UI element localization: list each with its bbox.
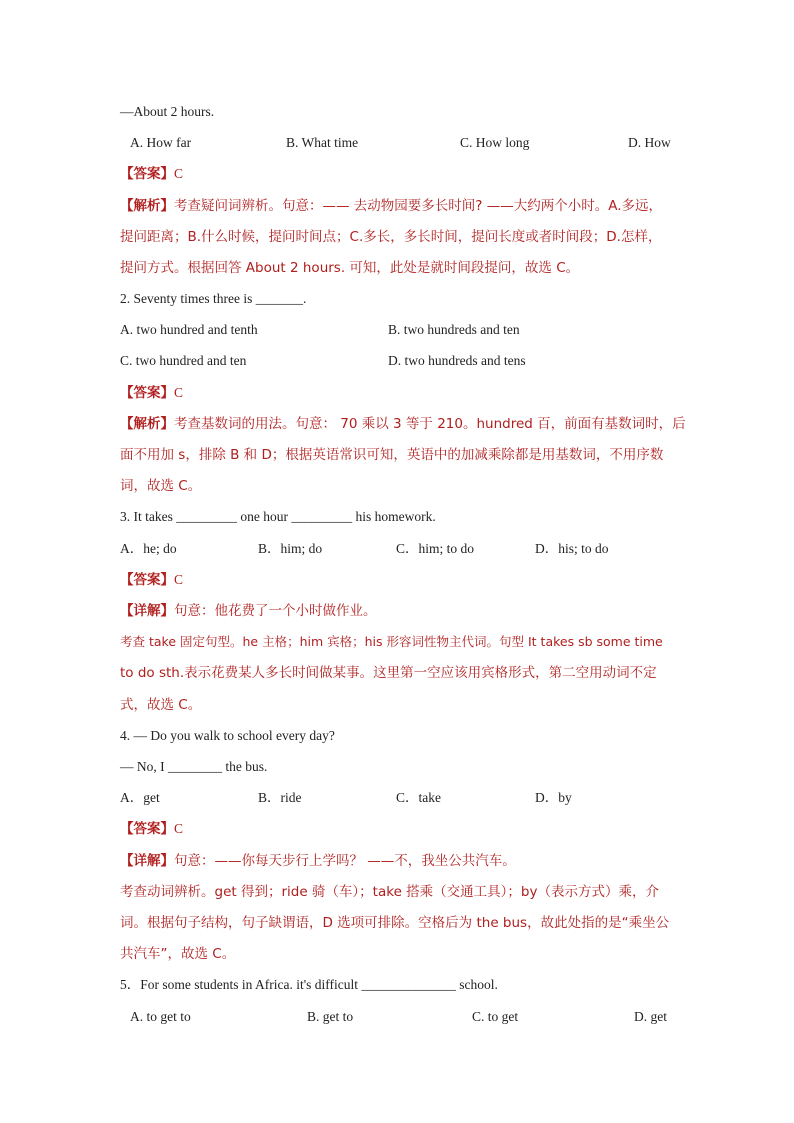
detail-tag: 【详解】 [120, 603, 174, 619]
q1-option-a: A. How far [130, 135, 192, 150]
q4-detail-line-1 [120, 852, 516, 870]
q1-option-c: C. How long [460, 135, 530, 150]
answer-value: C [174, 572, 184, 587]
q2-option-d: D. two hundreds and tens [388, 353, 526, 368]
q1-answer [120, 165, 183, 183]
q3-option-c: C．him; to do [396, 541, 475, 556]
answer-value: C [174, 385, 184, 400]
q3-answer [120, 571, 183, 589]
q2-analysis-line-1 [120, 415, 686, 433]
answer-value: C [174, 821, 184, 836]
answer-tag: 【答案】 [120, 166, 174, 182]
q5-stem: 5．For some students in Africa. it's difficult ______________ school. [120, 977, 498, 992]
detail-text: 句意：——你每天步行上学吗？ ——不，我坐公共汽车。 [174, 853, 516, 869]
q3-option-b: B．him; do [258, 541, 323, 556]
q4-option-b: B．ride [258, 790, 302, 805]
analysis-text: 考查基数词的用法。句意： 70 乘以 3 等于 210。hundred 百，前面有基数词时，后 [174, 416, 686, 432]
q2-analysis-line-3: 词，故选 C。 [120, 478, 202, 494]
q3-detail-line-2: 考查 take 固定句型。he 主格；him 宾格；his 形容词性物主代词。句型 It takes sb some time [120, 634, 663, 649]
answer-tag: 【答案】 [120, 821, 174, 837]
q1-analysis-line-3: 提问方式。根据回答 About 2 hours. 可知，此处是就时间段提问，故选 C。 [120, 260, 580, 276]
q1-option-d: D. How [628, 135, 671, 150]
q3-detail-line-1 [120, 602, 377, 620]
q4-detail-line-2: 考查动词辨析。get 得到；ride 骑（车）；take 搭乘（交通工具）；by（表示方式）乘，介 [120, 884, 659, 900]
answer-tag: 【答案】 [120, 385, 174, 401]
q2-option-a: A. two hundred and tenth [120, 322, 258, 337]
q4-detail-line-3: 词。根据句子结构，句子缺谓语，D 选项可排除。空格后为 the bus，故此处指的是“乘坐公 [120, 915, 670, 931]
q4-option-d: D．by [535, 790, 572, 805]
q4-answer [120, 820, 183, 838]
q4-detail-line-4: 共汽车”，故选 C。 [120, 946, 236, 962]
answer-value: C [174, 166, 184, 181]
q3-option-d: D．his; to do [535, 541, 609, 556]
q2-analysis-line-2: 面不用加 s，排除 B 和 D；根据英语常识可知，英语中的加减乘除都是用基数词，不用序数 [120, 447, 664, 463]
q3-option-a: A．he; do [120, 541, 177, 556]
q4-option-a: A．get [120, 790, 160, 805]
q3-detail-line-3: to do sth.表示花费某人多长时间做某事。这里第一空应该用宾格形式，第二空用动词不定 [120, 665, 657, 681]
q5-option-b: B. get to [307, 1009, 354, 1024]
analysis-text: 考查疑问词辨析。句意：—— 去动物园要多长时间? ——大约两个小时。A.多远， [174, 198, 663, 214]
q1-answer-tail: —About 2 hours. [120, 104, 215, 119]
q2-stem: 2. Seventy times three is _______. [120, 291, 307, 306]
q2-option-b: B. two hundreds and ten [388, 322, 520, 337]
q1-analysis-line-1 [120, 197, 662, 215]
q4-stem-2: — No, I ________ the bus. [120, 759, 268, 774]
q5-option-a: A. to get to [130, 1009, 191, 1024]
detail-tag: 【详解】 [120, 853, 174, 869]
q3-detail-line-4: 式，故选 C。 [120, 697, 202, 713]
analysis-tag: 【解析】 [120, 198, 174, 214]
q3-stem: 3. It takes _________ one hour _________ his homework. [120, 509, 436, 524]
detail-text: 句意：他花费了一个小时做作业。 [174, 603, 377, 619]
q2-answer [120, 384, 183, 402]
q4-option-c: C．take [396, 790, 441, 805]
answer-tag: 【答案】 [120, 572, 174, 588]
analysis-tag: 【解析】 [120, 416, 174, 432]
q4-stem: 4. — Do you walk to school every day? [120, 728, 335, 743]
q1-option-b: B. What time [286, 135, 359, 150]
q5-option-c: C. to get [472, 1009, 519, 1024]
q1-analysis-line-2: 提问距离；B.什么时候，提问时间点；C.多长，多长时间，提问长度或者时间段；D.怎样， [120, 229, 662, 245]
q2-option-c: C. two hundred and ten [120, 353, 247, 368]
q5-option-d: D. get [634, 1009, 667, 1024]
